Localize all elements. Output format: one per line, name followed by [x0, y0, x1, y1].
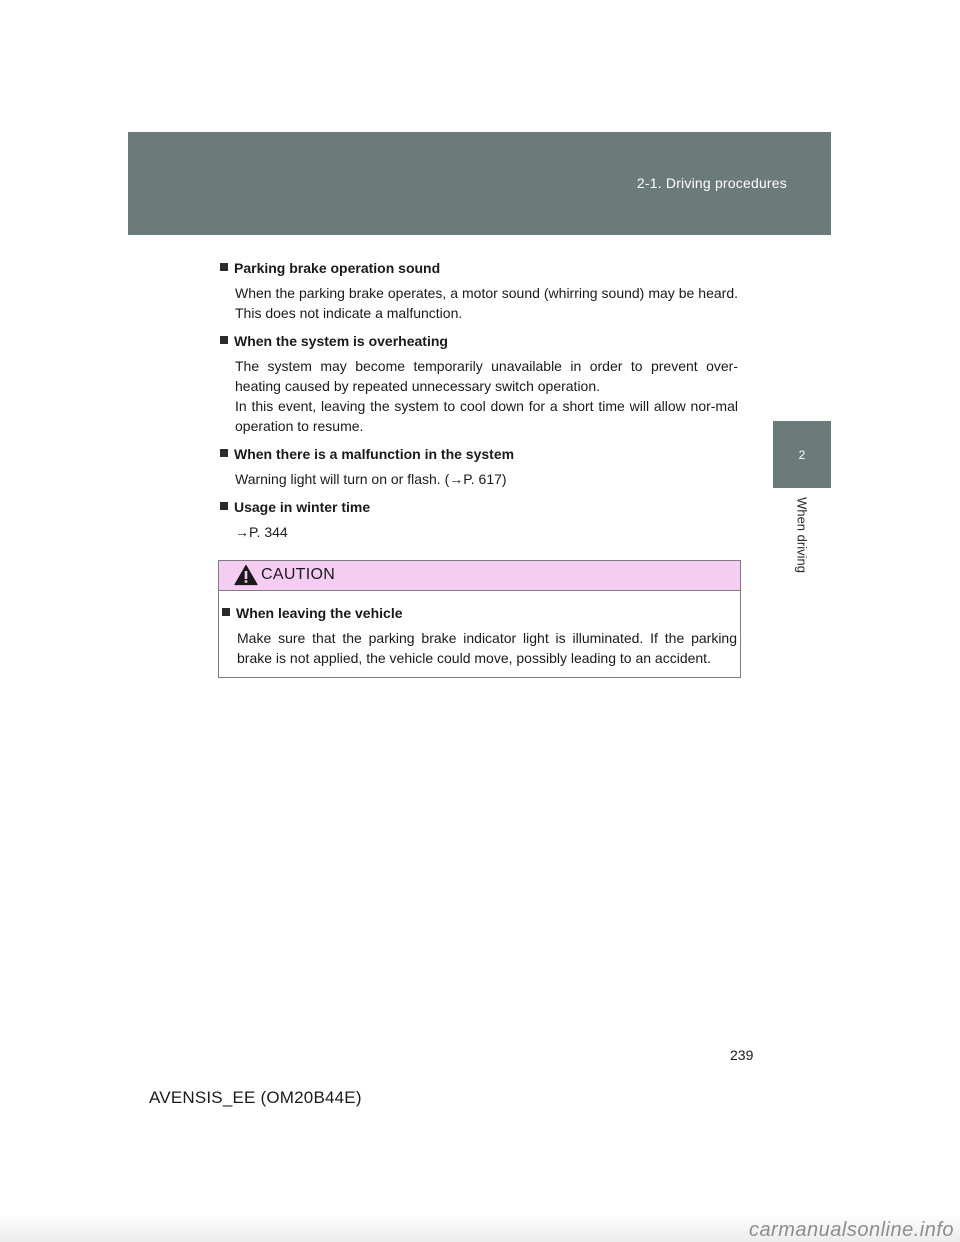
note-line: In this event, leaving the system to cool down for a short time will allow nor-mal operation to resume.: [235, 398, 738, 434]
note-line: When the parking brake operates, a motor sound (whirring sound) may be heard. This does not indicate a malfunction.: [235, 285, 738, 321]
note-line: The system may become temporarily unavailable in order to prevent over-heating caused by repeated unnecessary switch operation.: [235, 358, 738, 394]
note-title: [220, 497, 738, 517]
caution-title-text: When leaving the vehicle: [236, 605, 403, 621]
note-title-text: Usage in winter time: [234, 499, 371, 515]
page-number: 239: [730, 1047, 754, 1063]
chapter-number: 2: [798, 448, 806, 462]
note-item: [220, 444, 738, 489]
chapter-label: When driving: [794, 497, 810, 573]
note-title: [220, 331, 738, 351]
section-title: 2-1. Driving procedures: [636, 175, 787, 191]
caution-box: [218, 560, 741, 678]
note-title-text: When the system is overheating: [234, 333, 448, 349]
note-line: →P. 344: [235, 524, 288, 540]
watermark-bar: [0, 1214, 960, 1242]
warning-triangle-icon: [234, 564, 258, 586]
caution-body: [219, 591, 740, 668]
note-item: [220, 331, 738, 436]
caution-text: Make sure that the parking brake indicator light is illuminated. If the parking brake is not applied, the vehicle could move, possibly leading to an accident.: [237, 630, 737, 666]
note-item: [220, 258, 738, 323]
caution-title: [222, 603, 737, 623]
main-content: [220, 258, 738, 550]
note-body: [220, 283, 738, 323]
note-line: Warning light will turn on or flash. (→P. 617): [235, 471, 507, 487]
watermark-text: carmanualsonline.info: [748, 1219, 954, 1241]
note-title: [220, 258, 738, 278]
note-title-text: Parking brake operation sound: [234, 260, 441, 276]
document-code: AVENSIS_EE (OM20B44E): [149, 1088, 362, 1107]
caution-header: [219, 561, 740, 591]
note-body: [220, 469, 738, 489]
square-bullet-icon: [220, 336, 228, 344]
note-title: [220, 444, 738, 464]
chapter-tab: [773, 421, 831, 488]
note-item: [220, 497, 738, 542]
square-bullet-icon: [220, 263, 228, 271]
square-bullet-icon: [222, 608, 230, 616]
note-body: [220, 356, 738, 436]
note-title-text: When there is a malfunction in the system: [234, 446, 515, 462]
square-bullet-icon: [220, 502, 228, 510]
square-bullet-icon: [220, 449, 228, 457]
caution-label: CAUTION: [261, 566, 336, 583]
note-body: [220, 522, 738, 542]
header-band: [128, 132, 831, 235]
